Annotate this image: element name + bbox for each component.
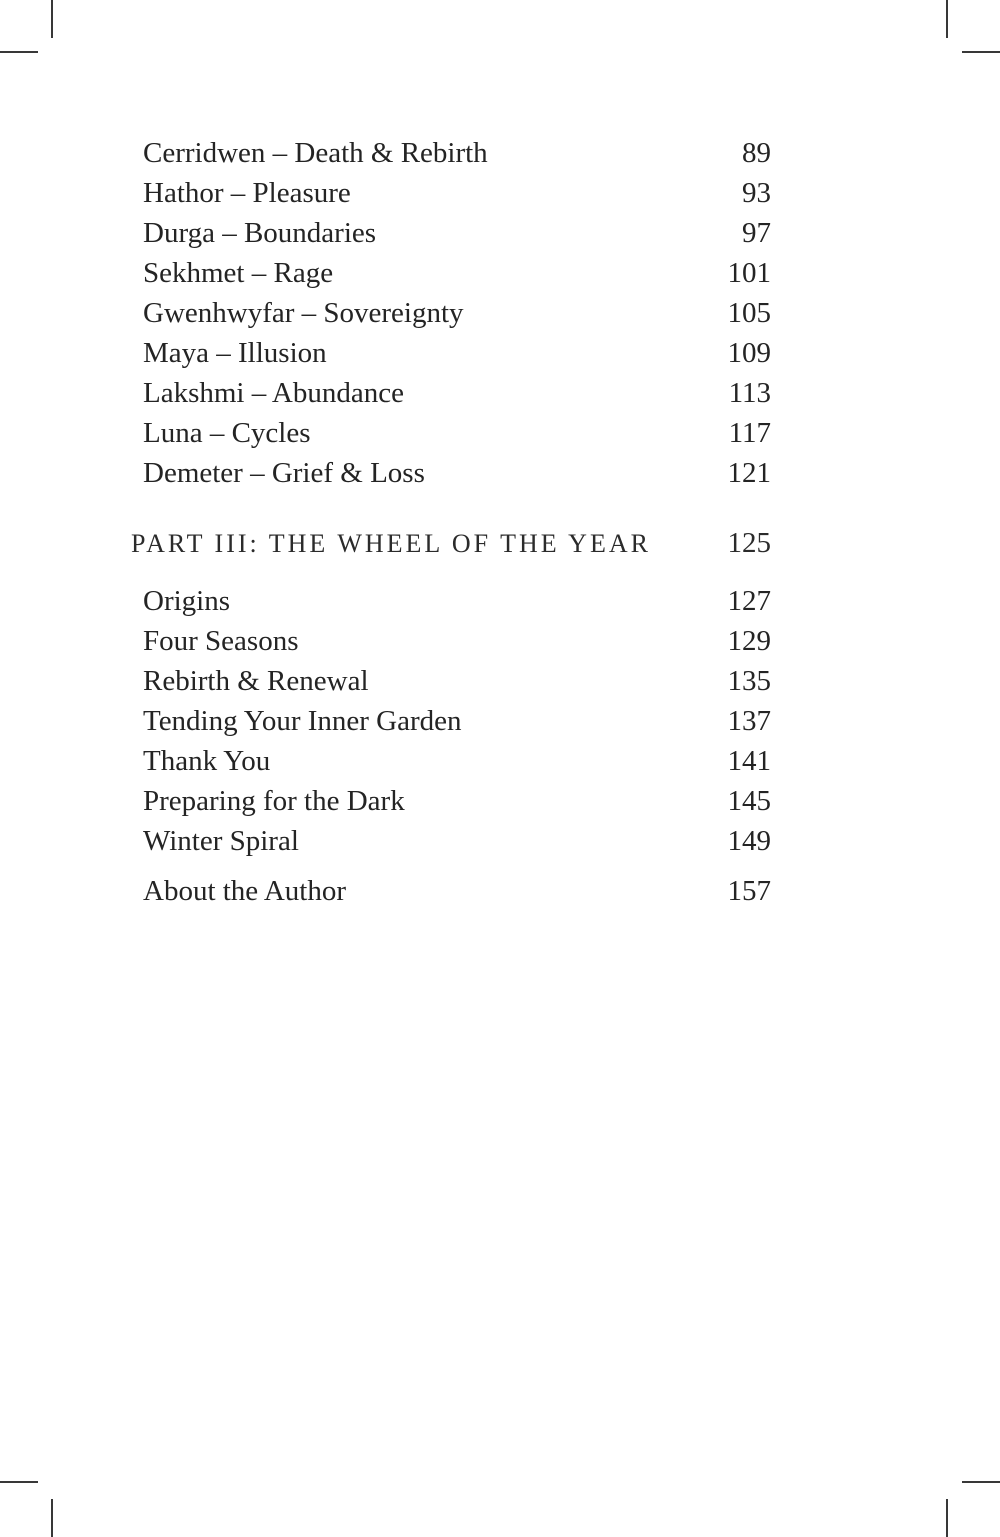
toc-row [131,661,771,701]
toc-row [131,781,771,821]
toc-entry-page-number: 117 [728,417,771,449]
toc-row [131,253,771,293]
toc-entry-label: Four Seasons [143,625,299,657]
toc-row [131,293,771,333]
toc-entry-label: Maya – Illusion [143,337,327,369]
toc-row [131,173,771,213]
toc-entry-page-number: 89 [742,137,771,169]
toc-row-about-the-author [131,871,771,911]
crop-mark-top-left-horizontal [0,51,38,53]
toc-entry-page-number: 113 [728,377,771,409]
toc-entry-label: Gwenhwyfar – Sovereignty [143,297,464,329]
toc-row [131,581,771,621]
toc-row [131,413,771,453]
toc-part-heading [131,523,771,563]
toc-row [131,741,771,781]
toc-row [131,133,771,173]
toc-row [131,621,771,661]
toc-entry-page-number: 127 [727,585,771,617]
toc-entry-label: Sekhmet – Rage [143,257,334,289]
toc-entry-page-number: 157 [727,875,771,907]
toc-entry-label: Origins [143,585,230,617]
toc-entry-label: Thank You [143,745,271,777]
toc-entry-label: Luna – Cycles [143,417,311,449]
toc-row [131,701,771,741]
crop-mark-bottom-left-vertical [51,1499,53,1537]
toc-entry-label: Rebirth & Renewal [143,665,369,697]
toc-entry-label: Hathor – Pleasure [143,177,351,209]
toc-entry-label: Tending Your Inner Garden [143,705,462,737]
toc-entry-label: Preparing for the Dark [143,785,405,817]
toc-entry-page-number: 105 [727,297,771,329]
toc-entry-page-number: 101 [727,257,771,289]
toc-entry-page-number: 129 [727,625,771,657]
toc-entry-page-number: 141 [727,745,771,777]
crop-mark-top-left-vertical [51,0,53,38]
toc-row [131,213,771,253]
toc-row [131,333,771,373]
crop-mark-bottom-left-horizontal [0,1481,38,1483]
toc-entry-page-number: 135 [727,665,771,697]
toc-part-heading-label: PART III: THE WHEEL OF THE YEAR [131,529,651,558]
toc-row [131,453,771,493]
crop-mark-bottom-right-vertical [946,1499,948,1537]
toc-row [131,821,771,861]
toc-entry-page-number: 109 [727,337,771,369]
toc-entry-label: Durga – Boundaries [143,217,377,249]
toc-entry-label: Winter Spiral [143,825,299,857]
toc-entry-page-number: 149 [727,825,771,857]
toc-entry-page-number: 137 [727,705,771,737]
toc-entry-label: About the Author [143,875,346,907]
toc-entry-label: Cerridwen – Death & Rebirth [143,137,488,169]
crop-mark-top-right-vertical [946,0,948,38]
toc-entry-label: Demeter – Grief & Loss [143,457,425,489]
table-of-contents [131,133,771,911]
toc-entry-page-number: 145 [727,785,771,817]
toc-entry-page-number: 125 [727,527,771,559]
toc-entry-page-number: 97 [742,217,771,249]
toc-entry-page-number: 121 [727,457,771,489]
toc-entry-label: Lakshmi – Abundance [143,377,404,409]
crop-mark-bottom-right-horizontal [962,1481,1000,1483]
crop-mark-top-right-horizontal [962,51,1000,53]
toc-entry-page-number: 93 [742,177,771,209]
toc-row [131,373,771,413]
